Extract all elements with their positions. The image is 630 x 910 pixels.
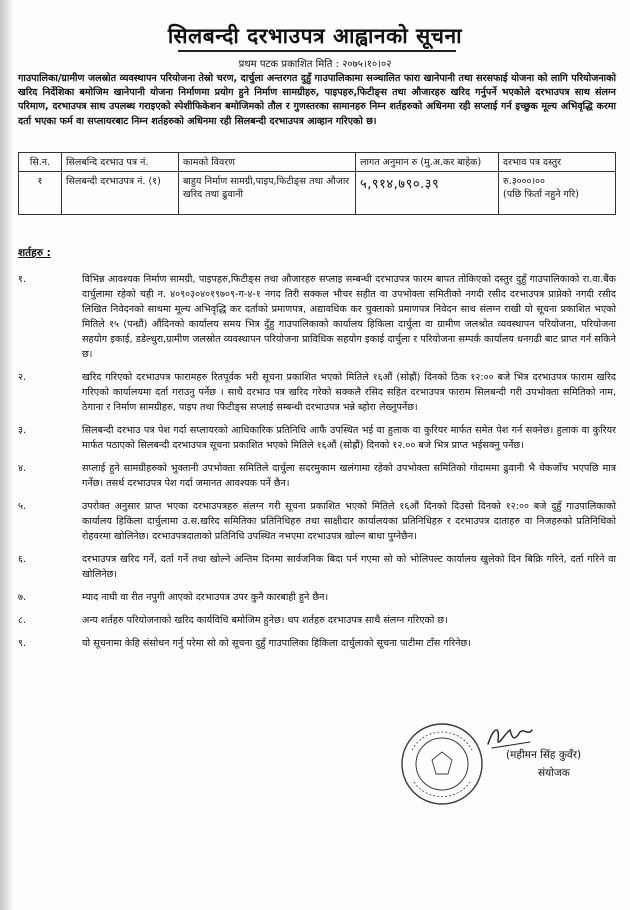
- condition-text: सिलबन्दी दरभाउ पत्र पेश गर्दा सप्लायरको आधिकारिक प्रतिनिधि आफैं उपस्थित भई वा हुलाक वा कुरियर मार्फत समेत पेश गर्न सक्नेछ। हुलाक वा कुरियर मार्फत पठाएको सिलबन्दी दरभाउपत्र सूचना प्रकाशित भएको मितिले १६औं (सोह्रौं) दिनको १२.०० बजे भित्र प्राप्त भईसक्नु पर्नेछ।: [82, 425, 616, 451]
- condition-text: सप्लाई हुने सामग्रीहरुको भुक्तानी उपभोक्ता समितिले दार्चुला सदरमुकाम खलंगामा रहेको उपभोक्ता समितिको गोदाममा ढुवानी भै चेकजाँच भएपछि मात्र गर्नेछ। तसर्थ दरभाउपत्र पेश गर्दा जमानत आवश्यक पर्ने छैन।: [82, 463, 616, 489]
- condition-number: २.: [18, 372, 27, 383]
- list-item: [18, 590, 616, 605]
- list-item: [18, 636, 616, 651]
- condition-text: अन्य शर्तहरु परियोजनाको खरिद कार्यविधि बमोजिम हुनेछ। थप शर्तहरु दरभाउपत्र साथै संलग्न गरिएको छ।: [82, 615, 448, 626]
- cell-work-description: बाहुय निर्माण सामग्री,पाइप,फिटीङ्स तथा औजार खरिद तथा ढुवानी: [179, 172, 356, 215]
- condition-number: ६.: [18, 554, 27, 565]
- condition-number: १.: [18, 274, 27, 285]
- list-item: [18, 613, 616, 628]
- header-cost-estimate: लागत अनुमान रु (मु.अ.कर बाहेक): [356, 153, 499, 172]
- tender-table: [18, 152, 616, 215]
- condition-number: ४.: [18, 463, 27, 474]
- notice-title: सिलबन्दी दरभाउपत्र आह्वानको सूचना: [167, 24, 463, 48]
- cell-fee: [499, 172, 616, 215]
- scan-edge-shadow: [0, 0, 14, 910]
- header-serial: सि.न.: [19, 153, 62, 172]
- condition-number: ३.: [18, 425, 27, 436]
- condition-text: म्याद नाघी वा रीत नपुगी आएको दरभाउपत्र उपर कुनै कारबाही हुने छैन।: [82, 592, 329, 603]
- fee-amount: रु.३०००।००: [503, 176, 545, 187]
- table-header-row: [19, 153, 616, 172]
- cell-cost-estimate: ५,९१४,७९०.३९: [356, 172, 499, 215]
- conditions-list: [18, 272, 616, 659]
- header-work-description: कामको विवरण: [179, 153, 356, 172]
- condition-text: खरिद गरिएको दरभाउपत्र फारामहरु रितपूर्वक भरी सूचना प्रकाशित भएको मितिले १६औं (सोह्रौं) दिनको ठिक १२:०० बजे भित्र दरभाउपत्र फाराम खरिद गरिएको कार्यालयमा दर्ता गराउनु पर्नेछ । साथै दरभाउ पत्र खरिद गरेको सक्कलै रसिद सहित दरभाउपत्र फाराम सिलबन्दी गरी उपभोक्ता समितिको नाम, ठेगाना र निर्माण सामग्रीहरु, पाइप तथा फिटीङ्स सप्लाई सम्बन्धी दरभाउपत्र भन्ने ब्होरा लेख्नुपर्नेछ।: [82, 372, 616, 413]
- signer-role: संयोजक: [538, 767, 570, 779]
- cell-tender-number: सिलबन्दी दरभाउपत्र नं. (१): [62, 172, 179, 215]
- condition-text: विभिन्न आवश्यक निर्माण सामग्री, पाइपहरु,फिटीङ्स तथा औजारहरु सप्लाइ सम्बन्धी दरभाउपत्र फारम बापत तोकिएको दस्तुर दुहुँ गाउपालिकाको रा.वा.बैंक दार्चुलामा रहेको चही न. ४०९०३०४०१९७०९-ग-४-१ नगद तिरी सक्कल भौचर सहीत वा उपभोक्ता समितीको नगदी रसीद दरभाउपत्र प्राप्नेको नगदी रसीद लिखित निवेदनको साथमा मूल्य अभिवृद्धि कर दर्ताको प्रमाणपत्र, अद्यावधिक कर चुक्ताको प्रमाणपत्र निवेदन साथ संलग्न राखी यो सूचना प्रकाशित भएको मितिले १५ (पन्ध्रौं) औंदिनको कार्यालय समय भित्र दुँहु गाउपालिकाको कार्यालय हिकिला दार्चुला वा ग्रामीण जलश्रोत व्यवस्थापन परियोजना, परियोजना सहयोग इकाई, डडेल्धुरा,ग्रामीण जलस्रोत व्यवस्थापन परियोजना प्राविधिक सहयोग इकाई दार्चुला र परियोजना सम्पर्क कार्यालय धनगढी बाट प्राप्त गर्न सकिने छ।: [82, 274, 616, 360]
- list-item: [18, 370, 616, 415]
- header-tender-number: सिलबन्दि दरभाउ पत्र नं.: [62, 153, 179, 172]
- intro-paragraph: गाउपालिका/ग्रामीण जलस्रोत व्यवस्थापन परियोजना तेस्रो चरण, दार्चुला अन्तरगत दुहुँ गाउपालिकामा सञ्चालित फारा खानेपानी तथा सरसफाई योजना को लागि परियोजनाको खरिद निर्देशिका बमोजिम खानेपानी योजना निर्माणमा प्रयोग हुने निर्माण सामग्रीहरु, पाइपहरु,फिटीङ्स तथा औजारहरु खरिद गर्नुपर्ने भएकोले दरभाउपत्र साथ संलग्न परिमाण, दरभाउपत्र साथ उपलब्ध गराइएको स्पेशीफिकेशन बमोजिमको तौल र गुणस्तरका सामानहरु निम्न शर्तहरुको अधिनमा रही सप्लाई गर्न इच्छुक मूल्य अभिवृद्धि करमा दर्ता भएका फर्म वा सप्लायरबाट निम्न शर्तहरुको अधिनमा रही सिलबन्दी दरभाउपत्र आव्हान गरिएको छ।: [18, 73, 616, 127]
- list-item: [18, 423, 616, 453]
- condition-text: दरभाउपत्र खरिद गर्ने, दर्ता गर्ने तथा खोल्ने अन्तिम दिनमा सार्वजनिक बिदा पर्न गएमा सो को भोलिपल्ट कार्यालय खुलेको दिन बिक्रि गरिने, दर्ता गरिने वा खोलिनेछ।: [82, 554, 616, 580]
- conditions-heading: शर्तहरु :: [18, 247, 51, 259]
- cell-serial: १: [19, 172, 62, 215]
- condition-number: ५.: [18, 501, 27, 512]
- condition-number: ८.: [18, 615, 27, 626]
- table-row: [19, 172, 616, 215]
- list-item: [18, 272, 616, 362]
- title-underline: [178, 50, 456, 52]
- signer-name: (महीमन सिंह कुवँर): [506, 749, 582, 761]
- list-item: [18, 552, 616, 582]
- header-fee: दरभाव पत्र दस्तुर: [499, 153, 616, 172]
- list-item: [18, 461, 616, 491]
- condition-number: ९.: [18, 638, 27, 649]
- condition-text: उपरोक्त अनुसार प्राप्त भएका दरभाउपत्रहरु संलग्न गरी सूचना प्रकाशित भएको मितिले १६औं दिनको दिउसो दिनको १२:०० बजे दुहुँ गाउपालिकाको कार्यालय हिकिला दार्चुलामा उ.स.खरिद समितिका प्रतिनिधिहरु तथा साक्षीदार कार्यालयका प्रतिनिधिहरु र दरभाउपत्र दाताहरु वा निजहरुको प्रतिनिधिको रोहवरमा खोलिनेछ। दरभाउपत्रदाताको प्रतिनिधि उपस्थित नभएमा दरभाउपत्र खोल्न बाधा पुग्नेछैन।: [82, 501, 616, 542]
- condition-text: यो सूचनामा केहि संसोधन गर्नु परेमा सो को सूचना दुहुँ गाउपालिका हिकिला दार्चुलाको सूचना पाटीमा टाँस गरिनेछ।: [82, 638, 471, 649]
- published-date: प्रथम पटक प्रकाशित मिति : २०७५।१०।०२: [238, 59, 392, 70]
- list-item: [18, 499, 616, 544]
- fee-note: (पछि फिर्ता नहुने गरि): [503, 189, 579, 200]
- condition-number: ७.: [18, 592, 27, 603]
- office-seal: [398, 720, 486, 808]
